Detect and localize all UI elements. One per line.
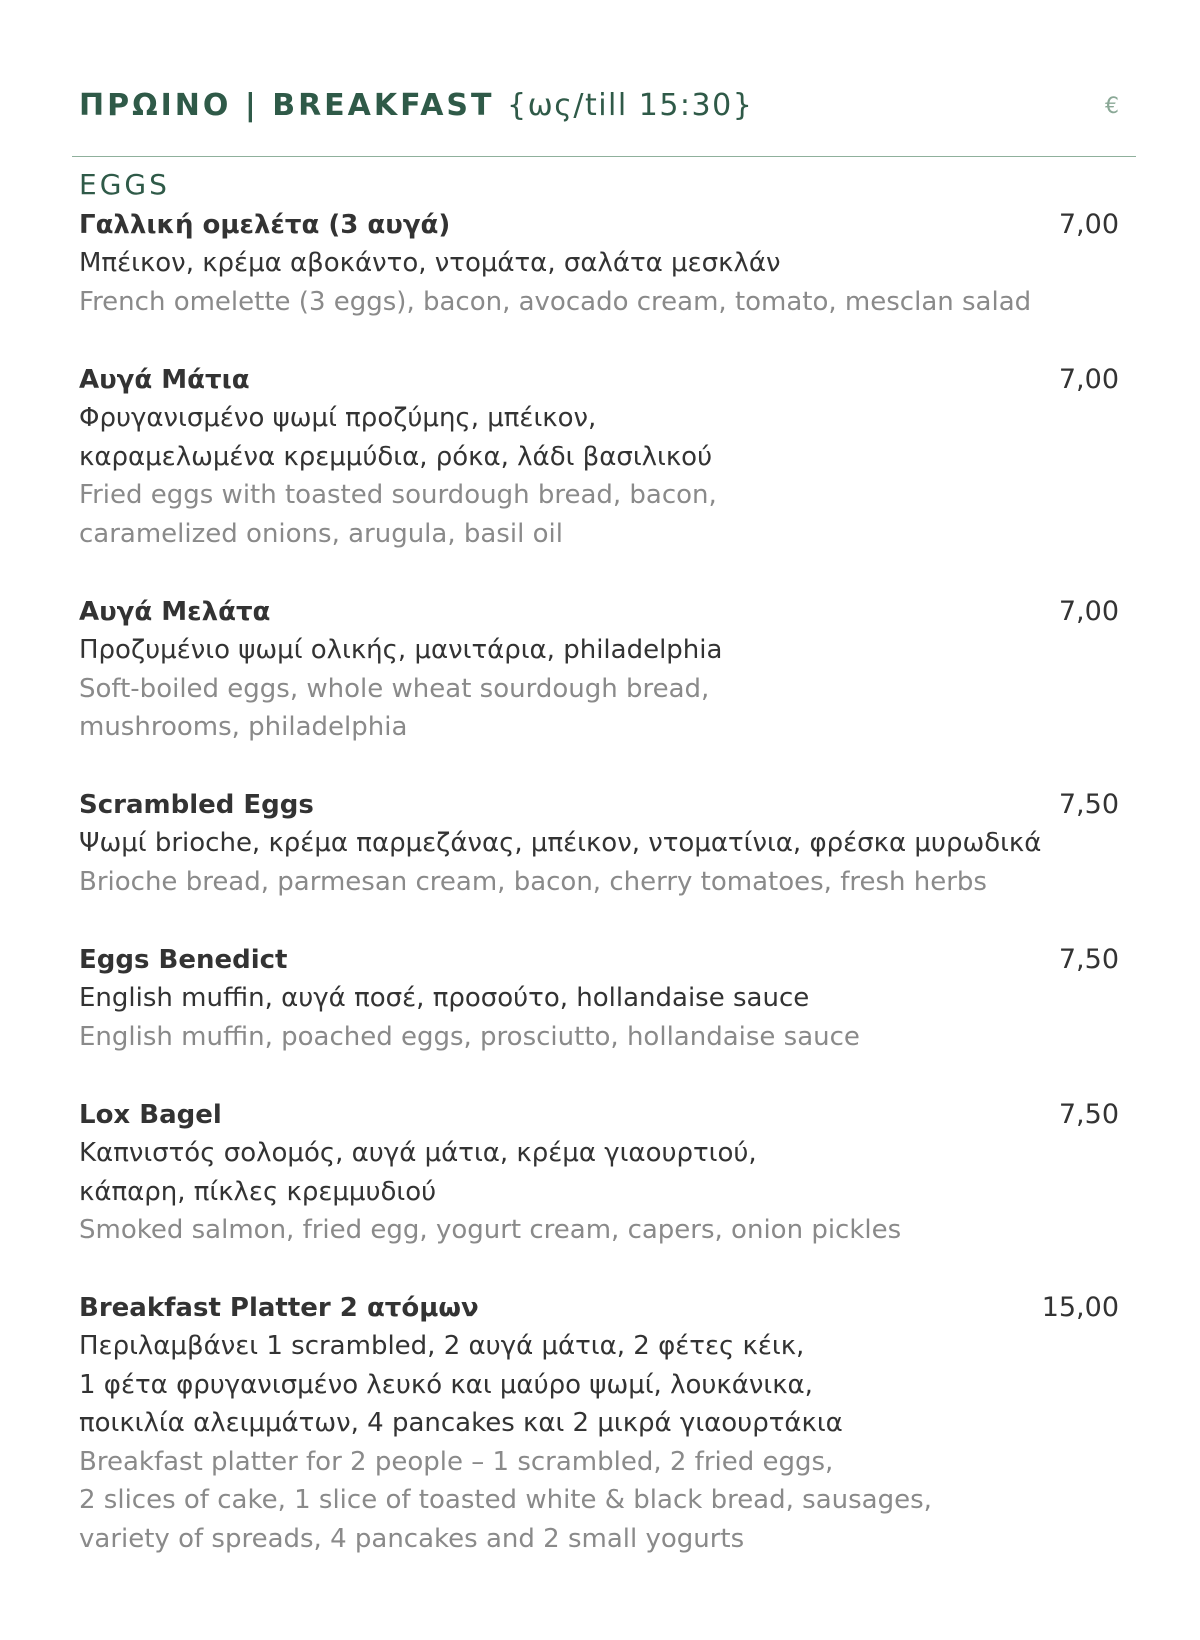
item-price: 15,00	[1041, 1292, 1119, 1323]
item-description-greek: Φρυγανισμένο ψωμί προζύμης, μπέικον, καραμελωμένα κρεμμύδια, ρόκα, λάδι βασιλικού	[79, 403, 713, 472]
item-description-english: Fried eggs with toasted sourdough bread, bacon, caramelized onions, arugula, basil oil	[79, 480, 717, 549]
item-name: Αυγά Μελάτα	[79, 597, 271, 627]
item-name: Eggs Benedict	[79, 945, 288, 975]
menu-item-fried-eggs	[79, 361, 1119, 553]
section-title: EGGS	[79, 168, 170, 201]
menu-item-eggs-benedict	[79, 941, 1119, 1056]
item-price: 7,50	[1058, 1099, 1119, 1130]
item-description-english: Smoked salmon, fried egg, yogurt cream, capers, onion pickles	[79, 1215, 902, 1245]
menu-item-french-omelette	[79, 206, 1119, 321]
item-description-greek: Προζυμένιο ψωμί ολικής, μανιτάρια, philadelphia	[79, 635, 723, 665]
item-price: 7,00	[1058, 364, 1119, 395]
item-description-english: English muffin, poached eggs, prosciutto, hollandaise sauce	[79, 1021, 860, 1052]
item-name: Γαλλική ομελέτα (3 αυγά)	[79, 210, 451, 240]
item-name: Αυγά Μάτια	[79, 365, 250, 395]
page-title-main: ΠΡΩΙΝΟ | BREAKFAST	[79, 88, 495, 123]
menu-header	[79, 88, 1119, 128]
menu-item-soft-boiled-eggs	[79, 593, 1119, 747]
item-name: Lox Bagel	[79, 1100, 222, 1130]
currency-symbol: €	[1105, 94, 1119, 119]
item-description-english: Breakfast platter for 2 people – 1 scrambled, 2 fried eggs, 2 slices of cake, 1 slice of toasted white & black bread, sausages, variety of spreads, 4 pancakes and 2 small yogurts	[79, 1446, 932, 1554]
header-divider	[72, 156, 1136, 157]
item-description-greek: Μπέικον, κρέμα αβοκάντο, ντομάτα, σαλάτα μεσκλάν	[79, 248, 781, 278]
page-title	[79, 88, 753, 123]
item-description-greek: Περιλαμβάνει 1 scrambled, 2 αυγά μάτια, 2 φέτες κέικ, 1 φέτα φρυγανισμένο λευκό και μαύρο ψωμί, λουκάνικα, ποικιλία αλειμμάτων, 4 pancakes και 2 μικρά γιαουρτάκια	[79, 1331, 843, 1438]
menu-item-lox-bagel	[79, 1096, 1119, 1250]
item-description-greek: Καπνιστός σολομός, αυγά μάτια, κρέμα γιαουρτιού, κάπαρη, πίκλες κρεμμυδιού	[79, 1138, 757, 1207]
item-description-greek: Ψωμί brioche, κρέμα παρμεζάνας, μπέικον, ντοματίνια, φρέσκα μυρωδικά	[79, 828, 1042, 858]
item-price: 7,50	[1058, 944, 1119, 975]
menu-item-scrambled-eggs	[79, 786, 1119, 901]
item-name: Scrambled Eggs	[79, 790, 314, 820]
item-description-english: Brioche bread, parmesan cream, bacon, cherry tomatoes, fresh herbs	[79, 866, 987, 897]
item-price: 7,00	[1058, 596, 1119, 627]
menu-item-breakfast-platter	[79, 1289, 1119, 1558]
item-description-greek: English muffin, αυγά ποσέ, προσούτο, hollandaise sauce	[79, 983, 810, 1013]
item-description-english: Soft-boiled eggs, whole wheat sourdough bread, mushrooms, philadelphia	[79, 673, 710, 742]
item-price: 7,00	[1058, 209, 1119, 240]
item-price: 7,50	[1058, 789, 1119, 820]
item-description-english: French omelette (3 eggs), bacon, avocado cream, tomato, mesclan salad	[79, 286, 1032, 317]
item-name: Breakfast Platter 2 ατόμων	[79, 1293, 479, 1323]
page-title-hours: {ως/till 15:30}	[507, 88, 754, 123]
